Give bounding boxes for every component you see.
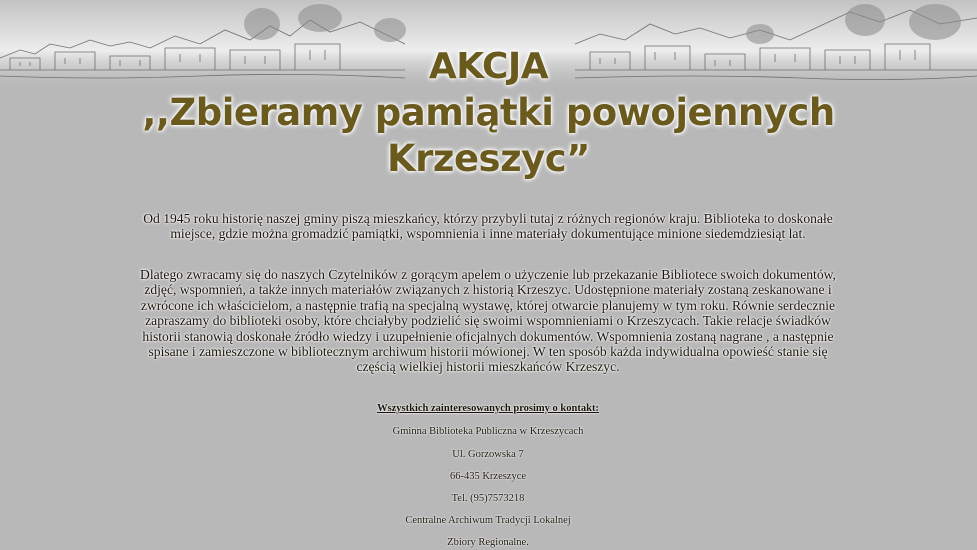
contact-heading: Wszystkich zainteresowanych prosimy o kontakt:: [377, 403, 599, 414]
title-line-2: ,,Zbieramy pamiątki powojennych: [142, 91, 835, 134]
contact-street: Ul. Gorzowska 7: [452, 449, 524, 460]
campaign-title: [0, 44, 977, 182]
contact-phone: Tel. (95)7573218: [451, 493, 525, 504]
title-line-3: Krzeszyc”: [387, 137, 590, 180]
contact-archive: Centralne Archiwum Tradycji Lokalnej: [405, 515, 571, 526]
contact-library-name: Gminna Biblioteka Publiczna w Krzeszycach: [392, 426, 584, 437]
contact-postal-code: 66-435 Krzeszyce: [449, 471, 527, 482]
title-line-1: AKCJA: [428, 46, 549, 87]
appeal-paragraph: Dlatego zwracamy się do naszych Czytelników z gorącym apelem o użyczenie lub przekazanie Bibliotece swoich dokumentów, zdjęć, wspomnień, a także innych materiałów związanych z historią Krzeszyc. Udostępnione materiały zostaną zeskanowane i zwrócone ich właścicielom, a następnie trafią na specjalną wystawę, której otwarcie planujemy w tym roku. Równie serdecznie zapraszamy do biblioteki osoby, które chciałyby podzielić się swoimi wspomnieniami o Krzeszycach. Takie relacje świadków historii stanowią doskonałe źródło wiedzy i uzupełnienie oficjalnych dokumentów. Wspomnienia zostaną nagrane , a następnie spisane i zamieszczone w bibliotecznym archiwum historii mówionej. W ten sposób każda indywidualna opowieść stanie się częścią wielkiej historii mieszkańców Krzeszyc.: [140, 267, 836, 375]
contact-collections: Zbiory Regionalne.: [447, 537, 529, 548]
intro-paragraph: Od 1945 roku historię naszej gminy piszą mieszkańcy, którzy przybyli tutaj z różnych regionów kraju. Biblioteka to doskonałe miejsce, gdzie można gromadzić pamiątki, wspomnienia i inne materiały dokumentujące minione siedemdziesiąt lat.: [143, 211, 833, 242]
